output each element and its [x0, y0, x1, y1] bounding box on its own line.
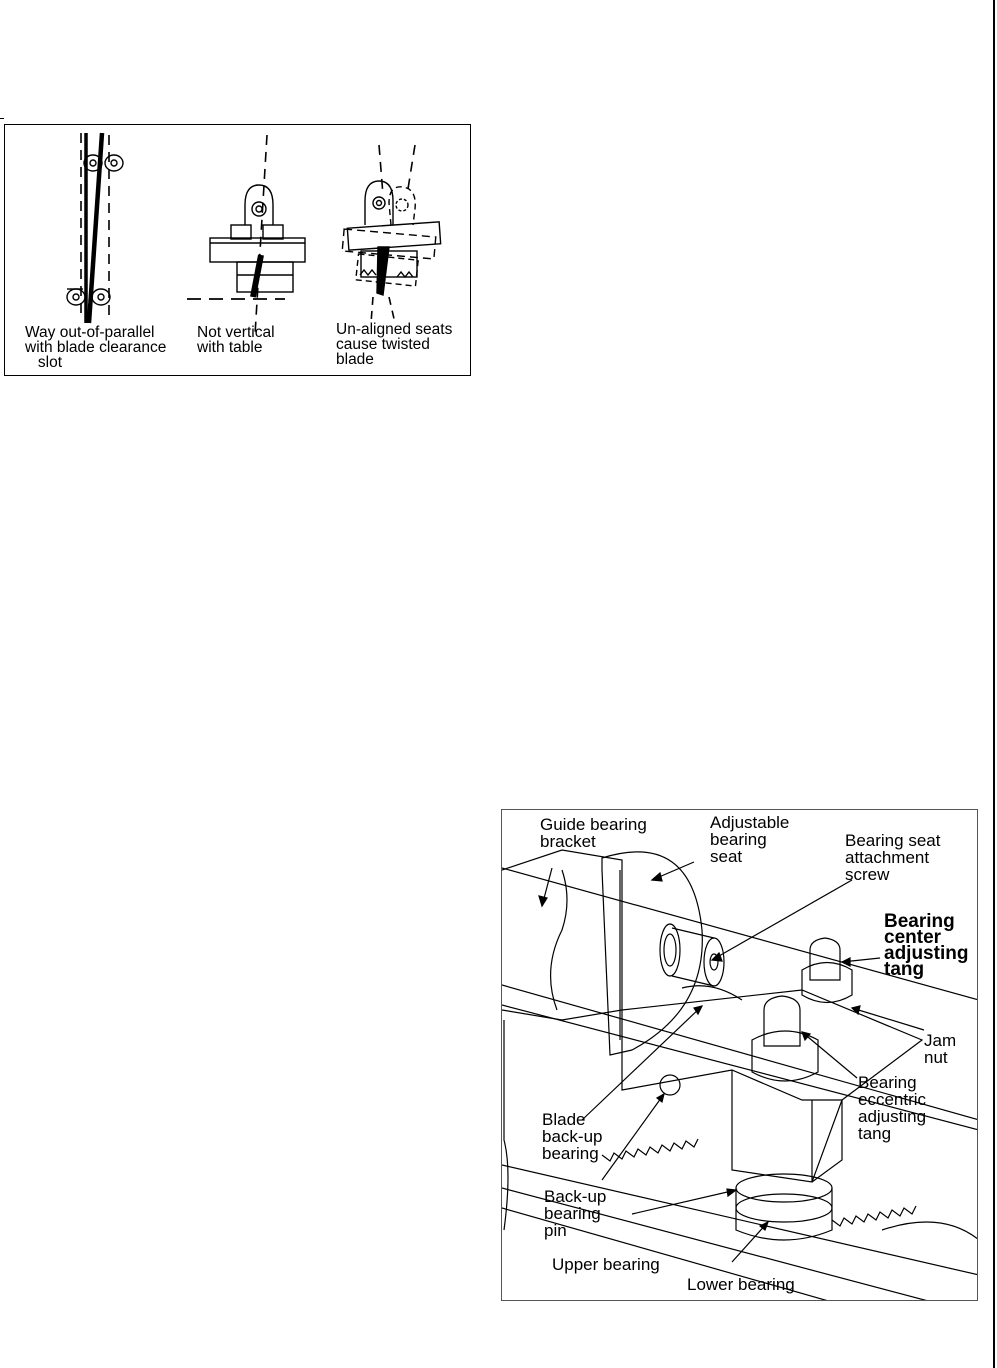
- caption-not-vertical: Not vertical with table: [197, 324, 275, 356]
- guide-assembly-figure: [501, 809, 978, 1301]
- label-backup-bearing-pin: Back-up bearing pin: [544, 1187, 607, 1240]
- label-bearing-center-adjusting-tang: Bearing center adjusting tang: [884, 911, 969, 980]
- label-upper-bearing: Upper bearing: [552, 1255, 660, 1274]
- corner-mark: [0, 118, 4, 119]
- tilted-blade-2: [253, 255, 261, 297]
- vertical-ref-line: [255, 135, 267, 335]
- caption-unaligned-seats: Un-aligned seats cause twisted blade: [336, 321, 453, 368]
- label-guide-bearing-bracket: Guide bearing bracket: [540, 815, 647, 851]
- twisted-blade: [377, 247, 389, 295]
- label-blade-backup-bearing: Blade back-up bearing: [542, 1110, 603, 1163]
- alignment-figure: [4, 124, 471, 376]
- label-bearing-eccentric-adjusting-tang: Bearing eccentric adjusting tang: [858, 1073, 927, 1143]
- caption-out-of-parallel: Way out-of-parallel with blade clearance slot: [25, 324, 167, 371]
- page-right-rule: [993, 0, 995, 1368]
- label-lower-bearing: Lower bearing: [687, 1275, 795, 1294]
- label-bearing-seat-attachment-screw: Bearing seat attachment screw: [845, 831, 941, 884]
- label-adjustable-bearing-seat: Adjustable bearing seat: [710, 813, 790, 866]
- label-jam-nut: Jam nut: [924, 1031, 957, 1067]
